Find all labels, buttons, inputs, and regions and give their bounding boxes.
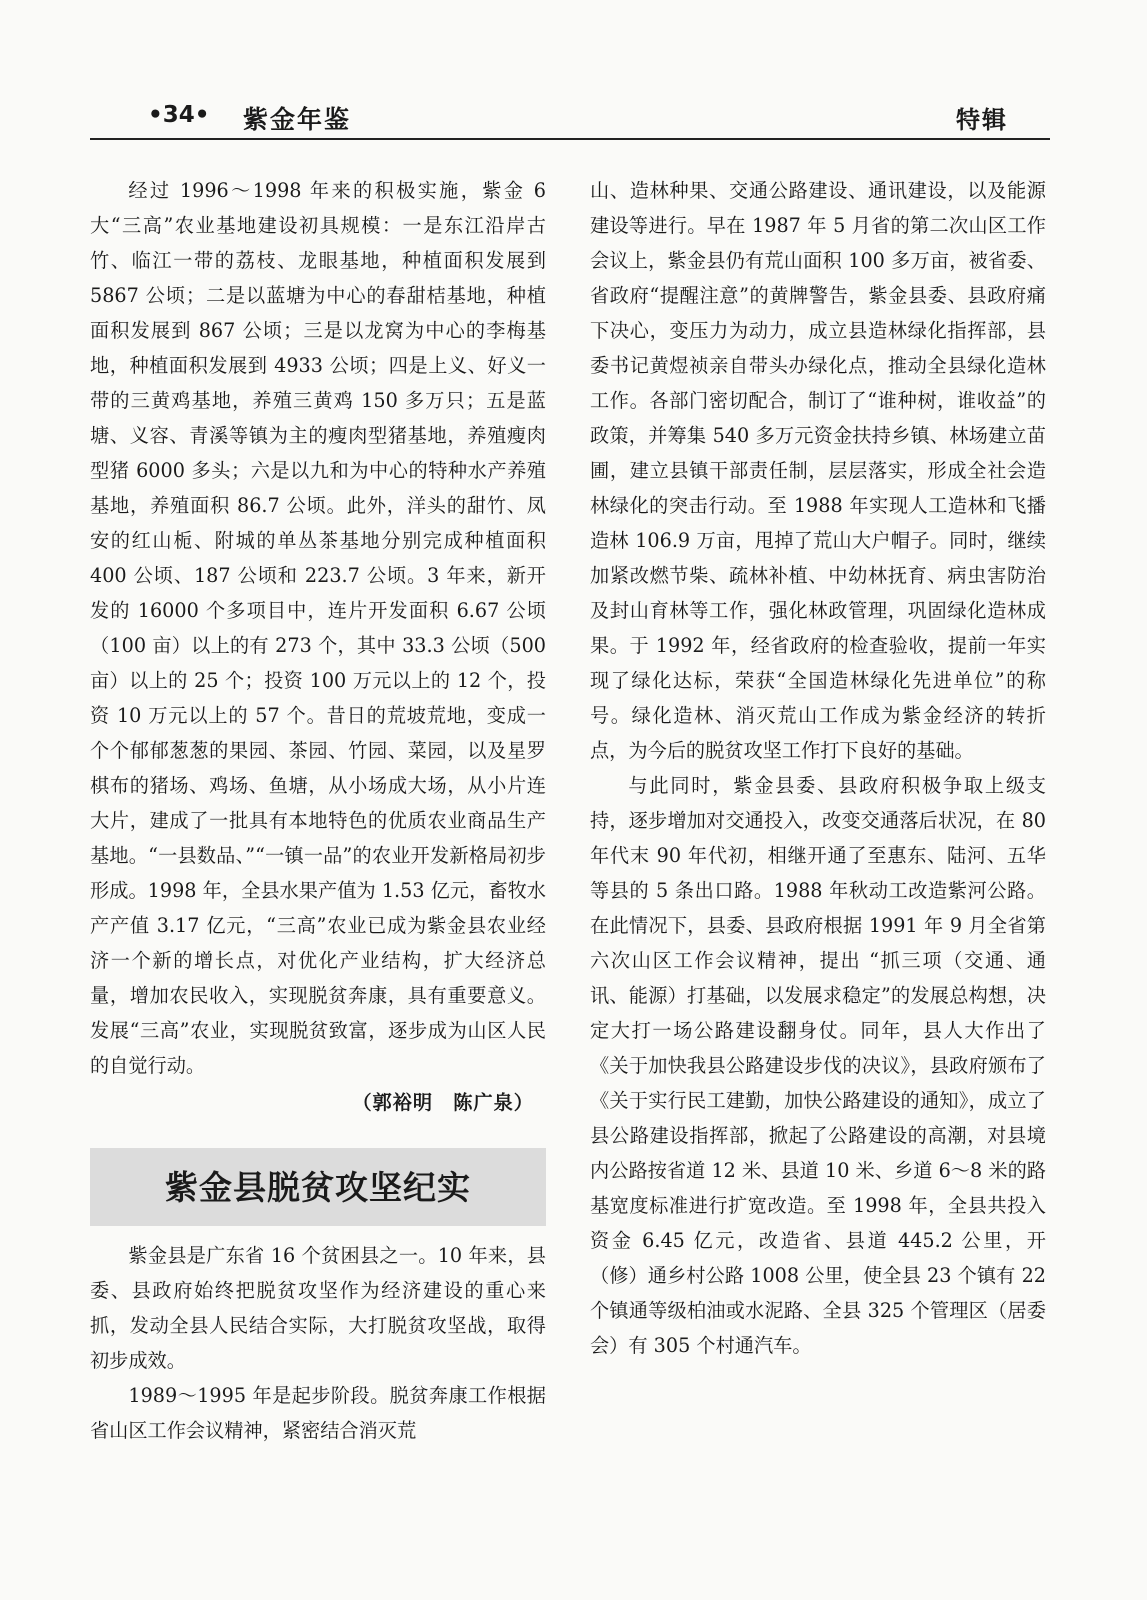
article-title: 紫金县脱贫攻坚纪实	[90, 1148, 546, 1226]
page-number: •34•	[148, 102, 210, 128]
book-title: 紫金年鉴	[243, 105, 352, 134]
left-column	[90, 173, 546, 1448]
right-column	[590, 173, 1046, 1363]
paragraph: 经过 1996～1998 年来的积极实施，紫金 6 大“三高”农业基地建设初具规模：一是东江沿岸古竹、临江一带的荔枝、龙眼基地，种植面积发展到 5867 公顷；二是以蓝塘为中心的春甜桔基地，种植面积发展到 867 公顷；三是以龙窝为中心的李梅基地，种植面积发展到 4933 公顷；四是上义、好义一带的三黄鸡基地，养殖三黄鸡 150 多万只；五是蓝塘、义容、青溪等镇为主的瘦肉型猪基地，养殖瘦肉型猪 6000 多头；六是以九和为中心的特种水产养殖基地，养殖面积 86.7 公顷。此外，洋头的甜竹、凤安的红山栀、附城的单丛茶基地分别完成种植面积 400 公顷、187 公顷和 223.7 公顷。3 年来，新开发的 16000 个多项目中，连片开发面积 6.67 公顷（100 亩）以上的有 273 个，其中 33.3 公顷（500 亩）以上的 25 个；投资 100 万元以上的 12 个，投资 10 万元以上的 57 个。昔日的荒坡荒地，变成一个个郁郁葱葱的果园、茶园、竹园、菜园，以及星罗棋布的猪场、鸡场、鱼塘，从小场成大场，从小片连大片，建成了一批具有本地特色的优质农业商品生产基地。“一县数品、”“一镇一品”的农业开发新格局初步形成。1998 年，全县水果产值为 1.53 亿元，畜牧水产产值 3.17 亿元，“三高”农业已成为紫金县农业经济一个新的增长点，对优化产业结构，扩大经济总量，增加农民收入，实现脱贫奔康，具有重要意义。发展“三高”农业，实现脱贫致富，逐步成为山区人民的自觉行动。	[90, 179, 546, 1077]
author-credit: （郭裕明 陈广泉）	[352, 1091, 534, 1114]
paragraph: 紫金县是广东省 16 个贫困县之一。10 年来，县委、县政府始终把脱贫攻坚作为经济建设的重心来抓，发动全县人民结合实际，大打脱贫攻坚战，取得初步成效。	[90, 1244, 546, 1372]
page-header	[90, 98, 1050, 140]
paragraph: 1989～1995 年是起步阶段。脱贫奔康工作根据省山区工作会议精神，紧密结合消灭荒	[90, 1384, 546, 1442]
paragraph: 与此同时，紫金县委、县政府积极争取上级支持，逐步增加对交通投入，改变交通落后状况，在 80 年代末 90 年代初，相继开通了至惠东、陆河、五华等县的 5 条出口路。1988 年秋动工改造紫河公路。在此情况下，县委、县政府根据 1991 年 9 月全省第六次山区工作会议精神，提出 “抓三项（交通、通讯、能源）打基础，以发展求稳定”的发展总构想，决定大打一场公路建设翻身仗。同年，县人大作出了《关于加快我县公路建设步伐的决议》，县政府颁布了《关于实行民工建勤，加快公路建设的通知》，成立了县公路建设指挥部，掀起了公路建设的高潮，对县境内公路按省道 12 米、县道 10 米、乡道 6～8 米的路基宽度标准进行扩宽改造。至 1998 年，全县共投入资金 6.45 亿元，改造省、县道 445.2 公里，开（修）通乡村公路 1008 公里，使全县 23 个镇有 22 个镇通等级柏油或水泥路、全县 325 个管理区（居委会）有 305 个村通汽车。	[590, 774, 1046, 1357]
section-name: 特辑	[956, 106, 1008, 134]
paragraph: 山、造林种果、交通公路建设、通讯建设，以及能源建设等进行。早在 1987 年 5 月省的第二次山区工作会议上，紫金县仍有荒山面积 100 多万亩，被省委、省政府“提醒注意”的黄牌警告，紫金县委、县政府痛下决心，变压力为动力，成立县造林绿化指挥部，县委书记黄煜祯亲自带头办绿化点，推动全县绿化造林工作。各部门密切配合，制订了“谁种树，谁收益”的政策，并筹集 540 多万元资金扶持乡镇、林场建立苗圃，建立县镇干部责任制，层层落实，形成全社会造林绿化的突击行动。至 1988 年实现人工造林和飞播造林 106.9 万亩，甩掉了荒山大户帽子。同时，继续加紧改燃节柴、疏林补植、中幼林抚育、病虫害防治及封山育林等工作，强化林政管理，巩固绿化造林成果。于 1992 年，经省政府的检查验收，提前一年实现了绿化达标，荣获“全国造林绿化先进单位”的称号。绿化造林、消灭荒山工作成为紫金经济的转折点，为今后的脱贫攻坚工作打下良好的基础。	[590, 179, 1046, 762]
